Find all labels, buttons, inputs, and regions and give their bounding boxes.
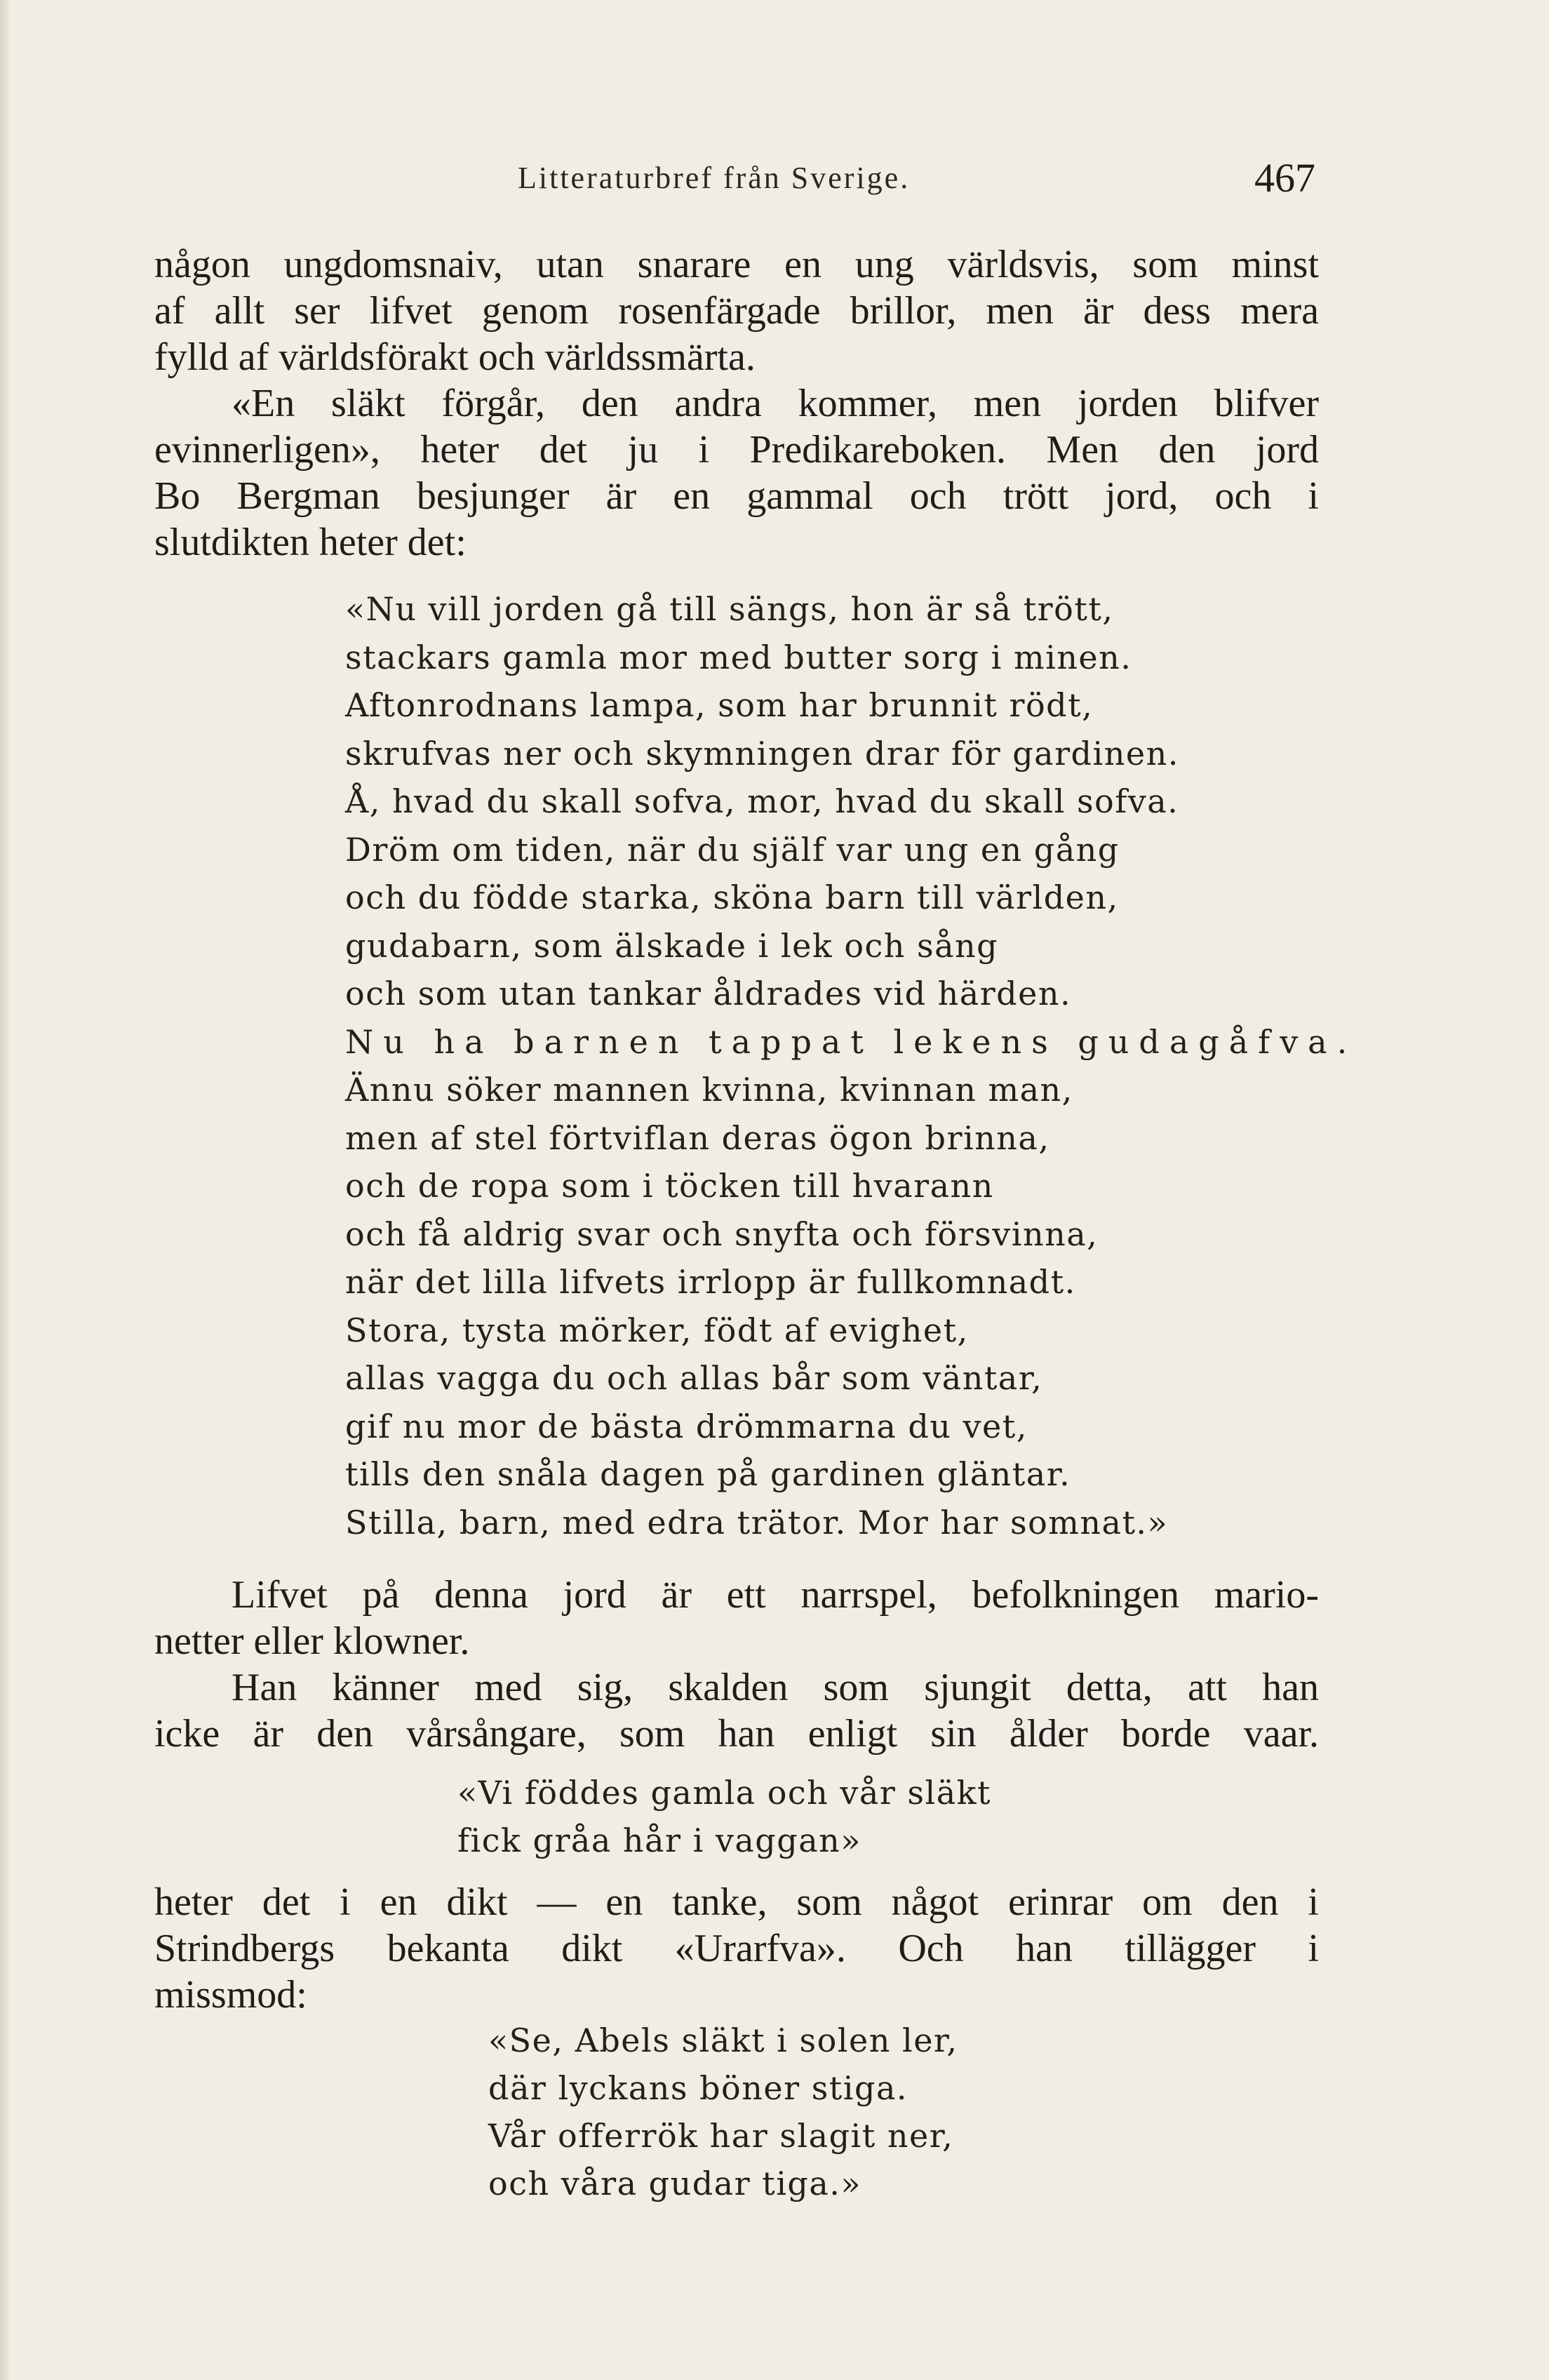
text-line: af allt ser lifvet genom rosenfärgade brillor, men är dess mera bbox=[154, 289, 1319, 333]
poem-verse: när det lilla lifvets irrlopp är fullkomnadt. bbox=[345, 1263, 1076, 1301]
poem-verse: Dröm om tiden, när du själf var ung en gång bbox=[345, 830, 1120, 869]
poem-verse: där lyckans böner stiga. bbox=[488, 2069, 908, 2107]
poem-verse-spaced: Nu ha barnen tappat lekens gudagåfva. bbox=[345, 1022, 1357, 1061]
poem-verse: «Nu vill jorden gå till sängs, hon är så trött, bbox=[345, 590, 1114, 628]
text-line: heter det i en dikt — en tanke, som något erinrar om den i bbox=[154, 1880, 1319, 1924]
poem-verse: Stora, tysta mörker, födt af evighet, bbox=[345, 1311, 969, 1349]
poem-verse: skrufvas ner och skymningen drar för gardinen. bbox=[345, 734, 1179, 773]
poem-verse: «Vi föddes gamla och vår släkt bbox=[457, 1774, 992, 1812]
poem-verse: och du födde starka, sköna barn till världen, bbox=[345, 878, 1119, 916]
paragraph-5 bbox=[154, 1879, 1319, 2018]
text-line: icke är den vårsångare, som han enligt sin ålder borde vaar. bbox=[154, 1712, 1319, 1756]
poem-verse: Å, hvad du skall sofva, mor, hvad du skall sofva. bbox=[345, 782, 1179, 820]
poem-verse: men af stel förtviflan deras ögon brinna, bbox=[345, 1118, 1050, 1157]
text-line: Lifvet på denna jord är ett narrspel, befolkningen mario- bbox=[232, 1573, 1319, 1617]
poem-verse: Vår offerrök har slagit ner, bbox=[488, 2117, 954, 2155]
text-line: Han känner med sig, skalden som sjungit detta, att han bbox=[232, 1666, 1319, 1709]
poem-verse: allas vagga du och allas bår som väntar, bbox=[345, 1359, 1043, 1397]
paragraph-1 bbox=[154, 241, 1319, 380]
poem-verse: Stilla, barn, med edra trätor. Mor har somnat.» bbox=[345, 1503, 1169, 1542]
poem-block-2 bbox=[457, 1769, 991, 1864]
text-line: missmod: bbox=[154, 1973, 307, 2017]
text-line: någon ungdomsnaiv, utan snarare en ung världsvis, som minst bbox=[154, 243, 1319, 286]
poem-verse: tills den snåla dagen på gardinen gläntar. bbox=[345, 1455, 1071, 1493]
poem-verse: och få aldrig svar och snyfta och försvinna, bbox=[345, 1215, 1099, 1253]
page-number: 467 bbox=[1254, 155, 1315, 201]
poem-verse: gif nu mor de bästa drömmarna du vet, bbox=[345, 1407, 1028, 1445]
text-line: Strindbergs bekanta dikt «Urarfva». Och han tillägger i bbox=[154, 1927, 1319, 1970]
poem-verse: och de ropa som i töcken till hvarann bbox=[345, 1167, 994, 1205]
poem-verse: Aftonrodnans lampa, som har brunnit rödt, bbox=[345, 686, 1094, 724]
poem-verse: stackars gamla mor med butter sorg i minen. bbox=[345, 638, 1132, 676]
poem-verse: och våra gudar tiga.» bbox=[488, 2165, 862, 2202]
running-title: Litteraturbref från Sverige. bbox=[518, 161, 911, 195]
text-line: netter eller klowner. bbox=[154, 1619, 470, 1663]
poem-verse: gudabarn, som älskade i lek och sång bbox=[345, 926, 999, 965]
text-line: Bo Bergman besjunger är en gammal och trött jord, och i bbox=[154, 474, 1319, 518]
poem-verse: Ännu söker mannen kvinna, kvinnan man, bbox=[345, 1071, 1073, 1109]
poem-verse: och som utan tankar åldrades vid härden. bbox=[345, 975, 1072, 1012]
text-line: evinnerligen», heter det ju i Predikareboken. Men den jord bbox=[154, 428, 1319, 472]
poem-verse: fick gråa hår i vaggan» bbox=[457, 1821, 861, 1859]
poem-block-1 bbox=[345, 585, 1357, 1546]
paragraph-2 bbox=[154, 380, 1319, 566]
text-line: slutdikten heter det: bbox=[154, 521, 467, 564]
text-line: fylld af världsförakt och världssmärta. bbox=[154, 335, 756, 379]
poem-verse: «Se, Abels släkt i solen ler, bbox=[488, 2021, 958, 2059]
poem-block-3 bbox=[488, 2017, 958, 2207]
paragraph-4 bbox=[154, 1664, 1319, 1757]
text-line: «En släkt förgår, den andra kommer, men jorden blifver bbox=[232, 382, 1319, 425]
paragraph-3 bbox=[154, 1572, 1319, 1664]
